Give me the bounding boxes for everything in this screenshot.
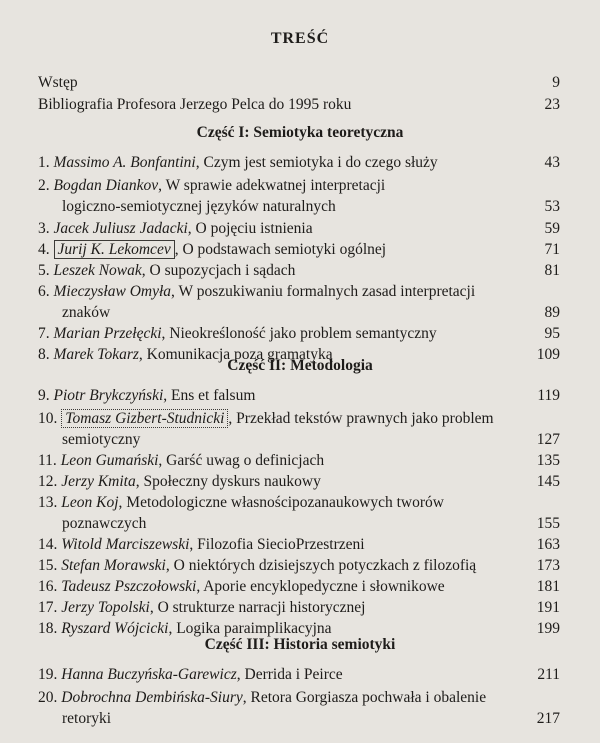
entry-text [38, 219, 313, 238]
entry-title-continued: poznawczych [62, 515, 147, 532]
entry-author: Witold Marciszewski [61, 536, 190, 553]
toc-entry [38, 535, 560, 554]
entry-text [38, 261, 295, 280]
entry-title: , W sprawie adekwatnej interpretacji [158, 177, 386, 194]
entry-title: , Nieokreśloność jako problem semantyczny [161, 325, 437, 342]
page-number: 59 [544, 220, 560, 237]
entry-title: , Metodologiczne własnościpozanaukowych tworów [118, 494, 444, 511]
entry-author: Hanna Buczyńska-Garewicz [61, 666, 237, 683]
entry-text [38, 282, 475, 301]
entry-text [62, 303, 110, 322]
entry-number: 18. [38, 620, 58, 637]
toc-entry [38, 176, 560, 195]
page-number: 217 [536, 710, 560, 727]
entry-title: , Retora Gorgiasza pochwała i obalenie [242, 689, 487, 706]
entry-author: Marek Tokarz [53, 346, 139, 363]
toc-entry [38, 665, 560, 684]
page-number: 127 [536, 431, 560, 448]
entry-text [62, 709, 111, 728]
entry-text [38, 556, 476, 575]
toc-entry [38, 493, 560, 512]
entry-title: , Komunikacja poza gramatyką [138, 346, 333, 363]
entry-author: Bogdan Diankov [53, 177, 159, 194]
toc-entry [38, 472, 560, 491]
entry-title: Wstęp [38, 74, 78, 91]
entry-number: 10. [38, 410, 58, 427]
page-number: 43 [544, 154, 560, 171]
toc-entry [38, 261, 560, 280]
entry-title: , Ens et falsum [163, 387, 256, 404]
entry-number: 17. [38, 599, 58, 616]
entry-text [38, 409, 494, 428]
entry-author: Piotr Brykczyński [53, 387, 164, 404]
page-number: 155 [536, 515, 560, 532]
toc-entry-continuation [38, 303, 560, 322]
entry-title: , Logika paraimplikacyjna [168, 620, 332, 637]
entry-text [38, 688, 486, 707]
toc-entry [38, 577, 560, 596]
entry-author: Massimo A. Bonfantini [53, 154, 196, 171]
page-number: 163 [536, 536, 560, 553]
entry-number: 12. [38, 473, 58, 490]
page-number: 145 [536, 473, 560, 490]
toc-entry-continuation [38, 709, 560, 728]
entry-title: , O podstawach semiotyki ogólnej [174, 241, 387, 258]
entry-text [38, 472, 321, 491]
entry-number: 7. [38, 325, 50, 342]
entry-author: Jerzy Topolski [61, 599, 150, 616]
entry-number: 9. [38, 387, 50, 404]
entry-title-continued: semiotyczny [62, 431, 141, 448]
entry-number: 19. [38, 666, 58, 683]
entry-title: , Derrida i Peirce [236, 666, 343, 683]
entry-title-continued: logiczno-semiotycznej języków naturalnych [62, 198, 336, 215]
entry-number: 6. [38, 283, 50, 300]
entry-text [38, 176, 385, 195]
page-number: 181 [536, 578, 560, 595]
entry-number: 2. [38, 177, 50, 194]
entry-title: , Filozofia SiecioPrzestrzeni [189, 536, 365, 553]
entry-title: , O niektórych dzisiejszych potyczkach z filozofią [165, 557, 477, 574]
entry-title: , Czym jest semiotyka i do czego służy [195, 154, 438, 171]
toc-entry [38, 95, 560, 114]
entry-author: Ryszard Wójcicki [61, 620, 169, 637]
page-title: TREŚĆ [270, 30, 330, 47]
entry-author: Stefan Morawski [61, 557, 166, 574]
entry-author: Jerzy Kmita [61, 473, 136, 490]
entry-author: Marian Przełęcki [53, 325, 162, 342]
entry-title: , Aporie encyklopedyczne i słownikowe [196, 578, 445, 595]
entry-author: Tomasz Gizbert-Studnicki [61, 409, 228, 428]
entry-text [38, 153, 438, 172]
toc-entry [38, 153, 560, 172]
entry-number: 8. [38, 346, 50, 363]
entry-author: Leon Koj [61, 494, 119, 511]
entry-title: , O supozycjach i sądach [141, 262, 296, 279]
page-number: 173 [536, 557, 560, 574]
entry-number: 11. [38, 452, 57, 469]
toc-entry [38, 73, 560, 92]
page-number: 9 [552, 74, 560, 91]
page-number: 191 [536, 599, 560, 616]
toc-entry [38, 282, 560, 301]
entry-author: Dobrochna Dembińska-Siury [61, 689, 243, 706]
entry-text [38, 324, 437, 343]
page-number: 81 [544, 262, 560, 279]
entry-author: Jurij K. Lekomcev [54, 240, 175, 259]
entry-text [38, 95, 353, 114]
entry-number: 16. [38, 578, 58, 595]
entry-title: , W poszukiwaniu formalnych zasad interpretacji [171, 283, 476, 300]
page-number: 135 [536, 452, 560, 469]
toc-entry [38, 324, 560, 343]
entry-number: 15. [38, 557, 58, 574]
page-number: 199 [536, 620, 560, 637]
toc-entry-continuation [38, 514, 560, 533]
toc-entry [38, 688, 560, 707]
page-number: 53 [544, 198, 560, 215]
entry-author: Leszek Nowak [53, 262, 142, 279]
toc-entry-continuation [38, 430, 560, 449]
toc-entry [38, 451, 560, 470]
entry-author: Mieczysław Omyła [53, 283, 172, 300]
section-heading: Część II: Metodologia [227, 357, 373, 374]
entry-title: , Społeczny dyskurs naukowy [135, 473, 321, 490]
section-heading: Część III: Historia semiotyki [204, 636, 396, 653]
entry-text [38, 665, 343, 684]
toc-entry [38, 219, 560, 238]
entry-number: 20. [38, 689, 58, 706]
entry-text [38, 535, 365, 554]
toc-entry [38, 556, 560, 575]
entry-number: 4. [38, 241, 50, 258]
entry-author: Tadeusz Pszczołowski [61, 578, 197, 595]
entry-number: 14. [38, 536, 58, 553]
entry-text [62, 197, 336, 216]
entry-text [38, 598, 365, 617]
entry-title-continued: znaków [62, 304, 111, 321]
entry-text [38, 493, 444, 512]
page-number: 119 [537, 387, 560, 404]
page-number: 211 [537, 666, 560, 683]
toc-entry-continuation [38, 197, 560, 216]
entry-author: Jacek Juliusz Jadacki [53, 220, 188, 237]
page-number: 95 [544, 325, 560, 342]
page-number: 23 [544, 96, 560, 113]
entry-text [38, 240, 386, 259]
toc-entry [38, 409, 560, 428]
entry-number: 3. [38, 220, 50, 237]
entry-number: 13. [38, 494, 58, 511]
entry-text [38, 577, 445, 596]
entry-title: , Przekład tekstów prawnych jako problem [228, 410, 494, 427]
entry-text [38, 386, 255, 405]
entry-number: 5. [38, 262, 50, 279]
page-number: 89 [544, 304, 560, 321]
page-number: 109 [536, 346, 560, 363]
entry-author: Leon Gumański [60, 452, 159, 469]
entry-number: 1. [38, 154, 50, 171]
page-number: 71 [544, 241, 560, 258]
entry-text [62, 430, 140, 449]
entry-text [38, 73, 80, 92]
entry-title: , O pojęciu istnienia [187, 220, 313, 237]
section-heading: Część I: Semiotyka teoretyczna [196, 124, 404, 141]
toc-entry [38, 240, 560, 259]
entry-text [38, 451, 324, 470]
entry-title: , Garść uwag o definicjach [158, 452, 325, 469]
entry-text [62, 514, 146, 533]
entry-title: , O strukturze narracji historycznej [149, 599, 366, 616]
entry-title: Bibliografia Profesora Jerzego Pelca do 1995 roku [38, 96, 352, 113]
entry-title-continued: retoryki [62, 710, 112, 727]
toc-entry [38, 598, 560, 617]
toc-entry [38, 386, 560, 405]
